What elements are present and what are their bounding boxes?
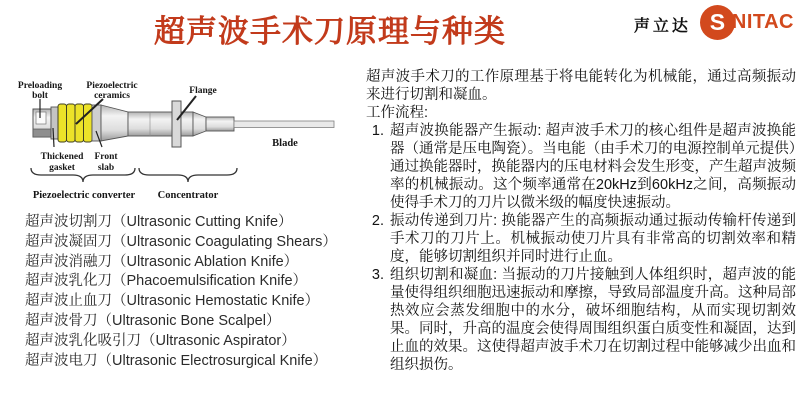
- workflow-steps: [366, 122, 796, 374]
- knife-type-item: 超声波止血刀（Ultrasonic Hemostatic Knife）: [25, 293, 320, 310]
- label-thickened: Thickened: [40, 152, 84, 162]
- horn-taper-shape: [101, 105, 128, 141]
- label-ceramics: ceramics: [94, 91, 130, 101]
- brace-piezoelectric-converter: [31, 168, 135, 182]
- post-flange-cylinder: [181, 112, 193, 136]
- principle-text-block: [366, 68, 796, 374]
- label-bolt: bolt: [32, 91, 48, 101]
- workflow-step: 3. 组织切割和凝血: 当振动的刀片接触到人体组织时，超声波的能量使得组织细胞迅速振动和摩擦，导致局部温度升高。这种局部热效应会蒸发细胞中的水分，破坏细胞结构，从而实现切割效果。同时，升高的温度会使得周围组织蛋白质变性和凝固，达到止血的效果。这使得超声波手术刀在切割过程中能够减少出血和组织损伤。: [388, 266, 796, 374]
- blade-rod-shape: [234, 121, 334, 128]
- label-slab: slab: [97, 163, 115, 173]
- ceramic-ring: [67, 104, 76, 142]
- label-preloading: Preloading: [17, 81, 63, 91]
- bolt-bottom-shade: [33, 129, 51, 137]
- logo-rest-letters: NITAC: [731, 11, 794, 33]
- piezo-ceramics-shape: [58, 104, 92, 142]
- flange-shape: [172, 101, 181, 147]
- knife-type-item: 超声波切割刀（Ultrasonic Cutting Knife）: [25, 214, 293, 230]
- knife-type-item: 超声波凝固刀（Ultrasonic Coagulating Shears）: [25, 233, 337, 250]
- brace-concentrator: [139, 168, 237, 182]
- neck-cylinder-shape: [206, 117, 234, 131]
- knife-type-item: 超声波消融刀（Ultrasonic Ablation Knife）: [25, 253, 299, 270]
- label-piezoelectric-converter: Piezoelectric converter: [32, 190, 136, 201]
- label-concentrator: Concentrator: [157, 190, 219, 201]
- logo-wordmark: [700, 5, 794, 40]
- transducer-diagram: [0, 78, 362, 210]
- thickened-gasket-shape: [51, 107, 58, 139]
- bolt-head-shape: [36, 112, 46, 124]
- page-title: 超声波手术刀原理与种类: [154, 14, 506, 49]
- workflow-title: 工作流程:: [366, 105, 429, 121]
- workflow-step: 2. 振动传递到刀片: 换能器产生的高频振动通过振动传输杆传递到手术刀的刀片上。机械振动使刀片具有非常高的切割效率和精度，能够切割组织并同时进行止血。: [388, 212, 796, 266]
- second-taper-shape: [193, 112, 206, 136]
- knife-type-item: 超声波乳化吸引刀（Ultrasonic Aspirator）: [25, 332, 296, 349]
- logo: [634, 5, 794, 40]
- knife-type-list: [25, 213, 365, 371]
- label-front: Front: [94, 152, 118, 162]
- knife-type-item: 超声波骨刀（Ultrasonic Bone Scalpel）: [25, 312, 281, 329]
- principle-intro: 超声波手术刀的工作原理基于将电能转化为机械能，通过高频振动来进行切割和凝血。: [366, 69, 796, 103]
- logo-s-letter: S: [709, 9, 726, 35]
- front-slab-shape: [92, 105, 101, 141]
- label-flange: Flange: [189, 86, 217, 96]
- label-blade: Blade: [272, 138, 298, 149]
- workflow-step: 1. 超声波换能器产生振动: 超声波手术刀的核心组件是超声波换能器（通常是压电陶瓷）。当电能（由手术刀的电源控制单元提供）通过换能器时，换能器内的压电材料会发生形变，产生超声波频率的机械振动。这个频率通常在20kHz到60kHz之间，高频振动使得手术刀的刀片以微米级的幅度快速振动。: [388, 122, 796, 212]
- label-gasket: gasket: [49, 163, 75, 173]
- logo-chinese-text: 声立达: [633, 17, 691, 35]
- logo-circle-icon: [700, 5, 735, 40]
- knife-type-item: 超声波乳化刀（Phacoemulsification Knife）: [25, 273, 308, 290]
- knife-type-item: 超声波电刀（Ultrasonic Electrosurgical Knife）: [25, 352, 328, 369]
- label-piezoelectric: Piezoelectric: [86, 81, 138, 91]
- ceramic-ring: [58, 104, 67, 142]
